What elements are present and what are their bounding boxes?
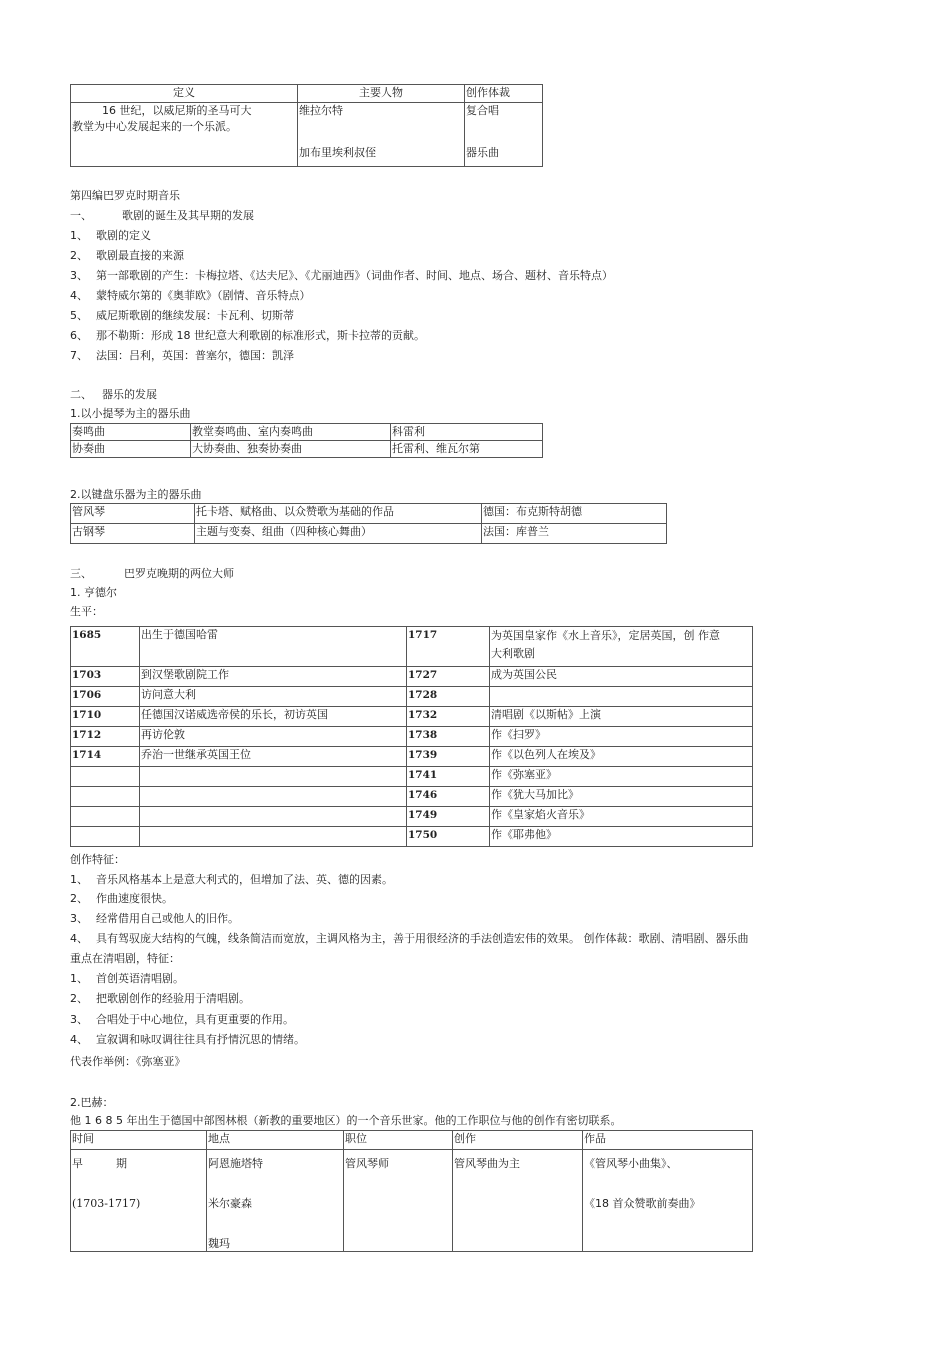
work-orgelbuchlein: 《管风琴小曲集》、 xyxy=(584,1157,678,1170)
keyboard-composer-organ: 德国：布克斯特胡德 xyxy=(482,504,667,524)
handel-year: 1703 xyxy=(71,667,140,687)
opera-item-1: 1、 歌剧的定义 xyxy=(70,229,151,242)
bach-place-cell xyxy=(207,1150,344,1252)
handel-event: 再访伦敦 xyxy=(140,727,407,747)
handel-event: 作《以色列人在埃及》 xyxy=(490,747,753,767)
oratorio-item-3: 3、 合唱处于中心地位，具有更重要的作用。 xyxy=(70,1013,294,1026)
bach-header-creation: 创作 xyxy=(453,1131,583,1150)
genre-cell xyxy=(465,103,543,167)
work-chorale-preludes: 《18 首众赞歌前奏曲》 xyxy=(584,1197,701,1210)
handel-event: 作《犹大马加比》 xyxy=(490,787,753,807)
bach-works-cell xyxy=(583,1150,753,1252)
handel-event xyxy=(140,787,407,807)
handel-year: 1739 xyxy=(407,747,490,767)
venetian-school-table xyxy=(70,84,543,167)
handel-year: 1710 xyxy=(71,707,140,727)
header-definition: 定义 xyxy=(71,85,298,103)
violin-subheading: 1.以小提琴为主的器乐曲 xyxy=(70,407,191,420)
opera-item-5: 5、 威尼斯歌剧的继续发展：卡瓦利、切斯蒂 xyxy=(70,309,294,322)
header-main-figures: 主要人物 xyxy=(298,85,465,103)
opera-item-3: 3、 第一部歌剧的产生：卡梅拉塔、《达夫尼》、《尤丽迪西》（词曲作者、时间、地点、场合、题材、音乐特点） xyxy=(70,269,613,282)
handel-year xyxy=(71,767,140,787)
handel-year: 1712 xyxy=(71,727,140,747)
feature-item-3: 3、 经常借用自己或他人的旧作。 xyxy=(70,912,239,925)
handel-event: 作《皇家焰火音乐》 xyxy=(490,807,753,827)
section-1-heading: 一、 歌剧的诞生及其早期的发展 xyxy=(70,209,254,222)
violin-forms-sonata: 教堂奏鸣曲、室内奏鸣曲 xyxy=(191,424,391,441)
keyboard-subheading: 2.以键盘乐器为主的器乐曲 xyxy=(70,488,202,501)
handel-year: 1728 xyxy=(407,687,490,707)
violin-genre-sonata: 奏鸣曲 xyxy=(71,424,191,441)
handel-year xyxy=(71,787,140,807)
bach-creation: 管风琴曲为主 xyxy=(453,1150,583,1252)
handel-event: 作《扫罗》 xyxy=(490,727,753,747)
part-four-title: 第四编巴罗克时期音乐 xyxy=(70,189,180,202)
handel-year: 1717 xyxy=(407,627,490,667)
figure-gabrieli: 加布里埃利叔侄 xyxy=(299,146,376,159)
handel-event xyxy=(140,807,407,827)
opera-item-4: 4、 蒙特威尔第的《奥菲欧》（剧情、音乐特点） xyxy=(70,289,311,302)
keyboard-instrument-organ: 管风琴 xyxy=(71,504,195,524)
opera-item-6: 6、 那不勒斯：形成 18 世纪意大利歌剧的标准形式，斯卡拉蒂的贡献。 xyxy=(70,329,425,342)
handel-year: 1750 xyxy=(407,827,490,847)
feature-item-4: 4、 具有驾驭庞大结构的气魄，线条简洁而宽放，主调风格为主，善于用很经济的手法创造宏伟的效果。 创作体裁：歌剧、清唱剧、器乐曲 xyxy=(70,932,749,945)
oratorio-item-1: 1、 首创英语清唱剧。 xyxy=(70,972,184,985)
period-years: (1703-1717) xyxy=(72,1197,141,1210)
handel-event: 作《耶弗他》 xyxy=(490,827,753,847)
definition-line-2: 教堂为中心发展起来的一个乐派。 xyxy=(72,120,237,133)
handel-year: 1749 xyxy=(407,807,490,827)
bach-header-place: 地点 xyxy=(207,1131,344,1150)
bach-header-time: 时间 xyxy=(71,1131,207,1150)
handel-event: 出生于德国哈雷 xyxy=(140,627,407,667)
bach-heading: 2.巴赫： xyxy=(70,1096,114,1109)
handel-event: 清唱剧《以斯帖》上演 xyxy=(490,707,753,727)
handel-event: 任德国汉诺威选帝侯的乐长，初访英国 xyxy=(140,707,407,727)
oratorio-item-2: 2、 把歌剧创作的经验用于清唱剧。 xyxy=(70,992,250,1005)
handel-year: 1741 xyxy=(407,767,490,787)
handel-heading: 1. 亨德尔 xyxy=(70,586,117,599)
keyboard-forms-organ: 托卡塔、赋格曲、以众赞歌为基础的作品 xyxy=(195,504,482,524)
biography-label: 生平： xyxy=(70,605,103,618)
place-weimar: 魏玛 xyxy=(208,1237,230,1250)
header-genre: 创作体裁 xyxy=(465,85,543,103)
handel-event: 访问意大利 xyxy=(140,687,407,707)
genre-instrumental: 器乐曲 xyxy=(466,146,499,159)
opera-item-7: 7、 法国：吕利，英国：普塞尔，德国：凯泽 xyxy=(70,349,294,362)
feature-item-2: 2、 作曲速度很快。 xyxy=(70,892,173,905)
opera-item-2: 2、 歌剧最直接的来源 xyxy=(70,249,184,262)
keyboard-music-table xyxy=(70,503,667,544)
handel-event xyxy=(140,827,407,847)
handel-year: 1738 xyxy=(407,727,490,747)
keyboard-composer-harpsichord: 法国：库普兰 xyxy=(482,524,667,544)
place-muhlhausen: 米尔豪森 xyxy=(208,1197,252,1210)
period-early-2: 期 xyxy=(116,1157,127,1170)
handel-event: 为英国皇家作《水上音乐》，定居英国，创 作意 大利歌剧 xyxy=(490,627,753,667)
bach-period-cell xyxy=(71,1150,207,1252)
features-title: 创作特征： xyxy=(70,853,125,866)
violin-forms-concerto: 大协奏曲、独奏协奏曲 xyxy=(191,441,391,458)
keyboard-instrument-harpsichord: 古钢琴 xyxy=(71,524,195,544)
period-early-1: 早 xyxy=(72,1157,83,1170)
handel-year: 1732 xyxy=(407,707,490,727)
handel-event xyxy=(490,687,753,707)
handel-year: 1727 xyxy=(407,667,490,687)
handel-event xyxy=(140,767,407,787)
bach-header-position: 职位 xyxy=(344,1131,453,1150)
feature-item-1: 1、 音乐风格基本上是意大利式的，但增加了法、英、德的因素。 xyxy=(70,873,393,886)
handel-event: 成为英国公民 xyxy=(490,667,753,687)
section-2-heading: 二、 器乐的发展 xyxy=(70,388,157,401)
violin-music-table xyxy=(70,423,543,458)
violin-genre-concerto: 协奏曲 xyxy=(71,441,191,458)
definition-line-1: 16 世纪，以威尼斯的圣马可大 xyxy=(102,104,252,117)
representative-work: 代表作举例：《弥塞亚》 xyxy=(70,1055,186,1068)
violin-composer-sonata: 科雷利 xyxy=(391,424,543,441)
oratorio-focus: 重点在清唱剧，特征： xyxy=(70,952,180,965)
handel-event: 作《弥塞亚》 xyxy=(490,767,753,787)
bach-intro: 他 1 6 8 5 年出生于德国中部图林根（新教的重要地区）的一个音乐世家。他的工作职位与他的创作有密切联系。 xyxy=(70,1114,622,1127)
handel-event: 到汉堡歌剧院工作 xyxy=(140,667,407,687)
handel-year xyxy=(71,807,140,827)
handel-timeline-table xyxy=(70,626,753,847)
handel-year: 1746 xyxy=(407,787,490,807)
violin-composer-concerto: 托雷利、维瓦尔第 xyxy=(391,441,543,458)
handel-year: 1706 xyxy=(71,687,140,707)
genre-polychoral: 复合唱 xyxy=(466,104,499,117)
handel-event: 乔治一世继承英国王位 xyxy=(140,747,407,767)
figure-willaert: 维拉尔特 xyxy=(299,104,343,117)
handel-year: 1685 xyxy=(71,627,140,667)
section-3-heading: 三、 巴罗克晚期的两位大师 xyxy=(70,567,234,580)
figures-cell xyxy=(298,103,465,167)
keyboard-forms-harpsichord: 主题与变奏、组曲（四种核心舞曲） xyxy=(195,524,482,544)
oratorio-item-4: 4、 宣叙调和咏叹调往往具有抒情沉思的情绪。 xyxy=(70,1033,305,1046)
bach-position: 管风琴师 xyxy=(344,1150,453,1252)
handel-year xyxy=(71,827,140,847)
handel-year: 1714 xyxy=(71,747,140,767)
place-arnstadt: 阿恩施塔特 xyxy=(208,1157,263,1170)
definition-cell xyxy=(71,103,298,167)
bach-header-works: 作品 xyxy=(583,1131,753,1150)
bach-career-table xyxy=(70,1130,753,1252)
